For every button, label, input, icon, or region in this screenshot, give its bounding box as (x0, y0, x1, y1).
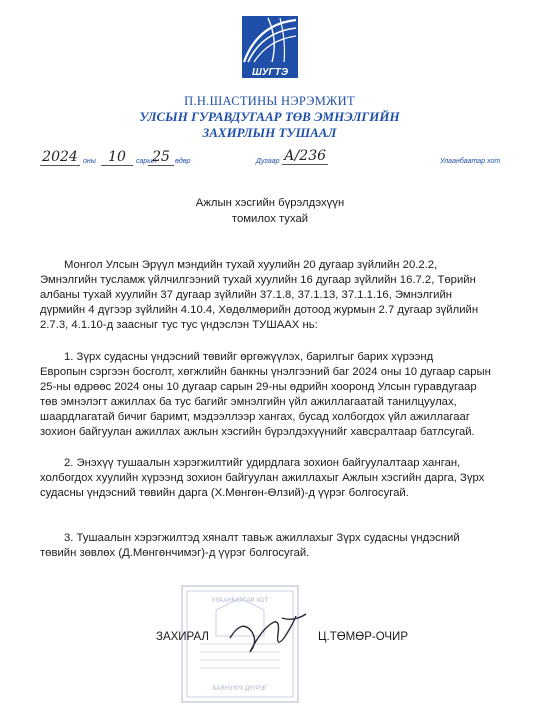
item3-line: 3. Тушаалын хэрэгжилтэд хяналт тавьж ажиллахыг Зүрх судасны үндэсний (64, 532, 460, 544)
logo-text: ШУГТЭ (251, 67, 289, 78)
stamp-bottom-text: БАЯНЗҮРХ ДҮҮРЭГ (212, 686, 268, 692)
item2-line: судасны үндэсний төвийн дарга (Х.Мөнгөн-Өлзий)-д үүрэг болгосугай. (40, 487, 409, 499)
item1-line: Европын сэргээн босголт, хөгжлийн банкны үнэлгээний баг 2024 оны 10 дугаар сарын (40, 366, 491, 378)
item1-line: төв эмнэлэгт ажиллах ба тус багийг эмнэлгийн үйл ажиллагаатай танилцуулах, (40, 396, 457, 408)
preamble-line: албаны тухай хуулийн 37 дугаар зүйлийн 37.1.8, 37.1.13, 37.1.1.16, Эмнэлгийн (40, 289, 453, 301)
date-year-label: оны (83, 158, 96, 165)
signatory-title: ЗАХИРАЛ (156, 631, 209, 643)
signatory-name: Ц.ТӨМӨР-ОЧИР (318, 631, 408, 643)
date-year: 2024 (40, 149, 80, 166)
date-day-label: өдөр (175, 158, 191, 165)
org-name-line2: УЛСЫН ГУРАВДУГААР ТӨВ ЭМНЭЛГИЙН (139, 109, 400, 124)
item1-line: 25-ны өдрөөс 2024 оны 10 дугаар сарын 29-ны өдрийн хооронд Улсын гуравдугаар (40, 381, 477, 393)
city-name: Улаанбаатар хот (440, 158, 501, 165)
item1-line: 1. Зүрх судасны үндэсний төвийг өргөжүүлэх, барилгыг барих хүрээнд (64, 351, 434, 363)
stamp-top-text: УЛААНБААТАР ХОТ (211, 598, 269, 604)
item1-line: зохион байгуулан ажиллах ажлын хэсгийн бүрэлдэхүүнийг хавсралтаар батлсугай. (40, 426, 475, 438)
preamble-line: Эмнэлгийн тусламж үйлчилгээний тухай хуулийн 16 дугаар зүйлийн 16.7.2, Төрийн (40, 274, 476, 286)
subject-line2: томилох тухай (231, 213, 309, 225)
date-day: 25 (148, 149, 174, 166)
date-month: 10 (101, 149, 133, 166)
subject-line1: Ажлын хэсгийн бүрэлдэхүүн (195, 197, 345, 209)
hospital-logo-icon (238, 14, 302, 82)
order-number-label: Дугаар (256, 158, 280, 165)
item2-line: холбогдох хуулийн хүрээнд зохион байгуулан ажиллахыг Ажлын хэсгийн дарга, Зүрх (40, 472, 485, 484)
item3-line: төвийн зөвлөх (Д.Мөнгөнчимэг)-д үүрэг болгосугай. (40, 547, 310, 559)
item2-line: 2. Энэхүү тушаалын хэрэгжилтийг удирдлага зохион байгуулалтаар ханган, (64, 457, 461, 469)
order-number: А/236 (283, 148, 327, 164)
date-month-label: сарын (136, 158, 157, 165)
preamble-line: дүрмийн 4 дүгээр зүйлийн 4.10.4, Хөдөлмөрийн дотоод журмын 2.7 дугаар зүйлийн (40, 304, 479, 316)
item1-line: шаардлагатай бичиг баримт, мэдээллээр хангах, бусад холбогдох үйл ажиллагааг (40, 411, 470, 423)
org-name-line1: П.Н.ШАСТИНЫ НЭРЭМЖИТ (184, 94, 355, 108)
handwritten-signature-icon (222, 608, 312, 658)
preamble-line: Монгол Улсын Эрүүл мэндийн тухай хуулийн 20 дугаар зүйлийн 20.2.2, (64, 259, 438, 271)
preamble-line: 2.7.3, 4.1.10-д заасныг тус тус үндэслэн ТУШААХ нь: (40, 319, 318, 331)
document-type-title: ЗАХИРЛЫН ТУШААЛ (202, 125, 337, 140)
